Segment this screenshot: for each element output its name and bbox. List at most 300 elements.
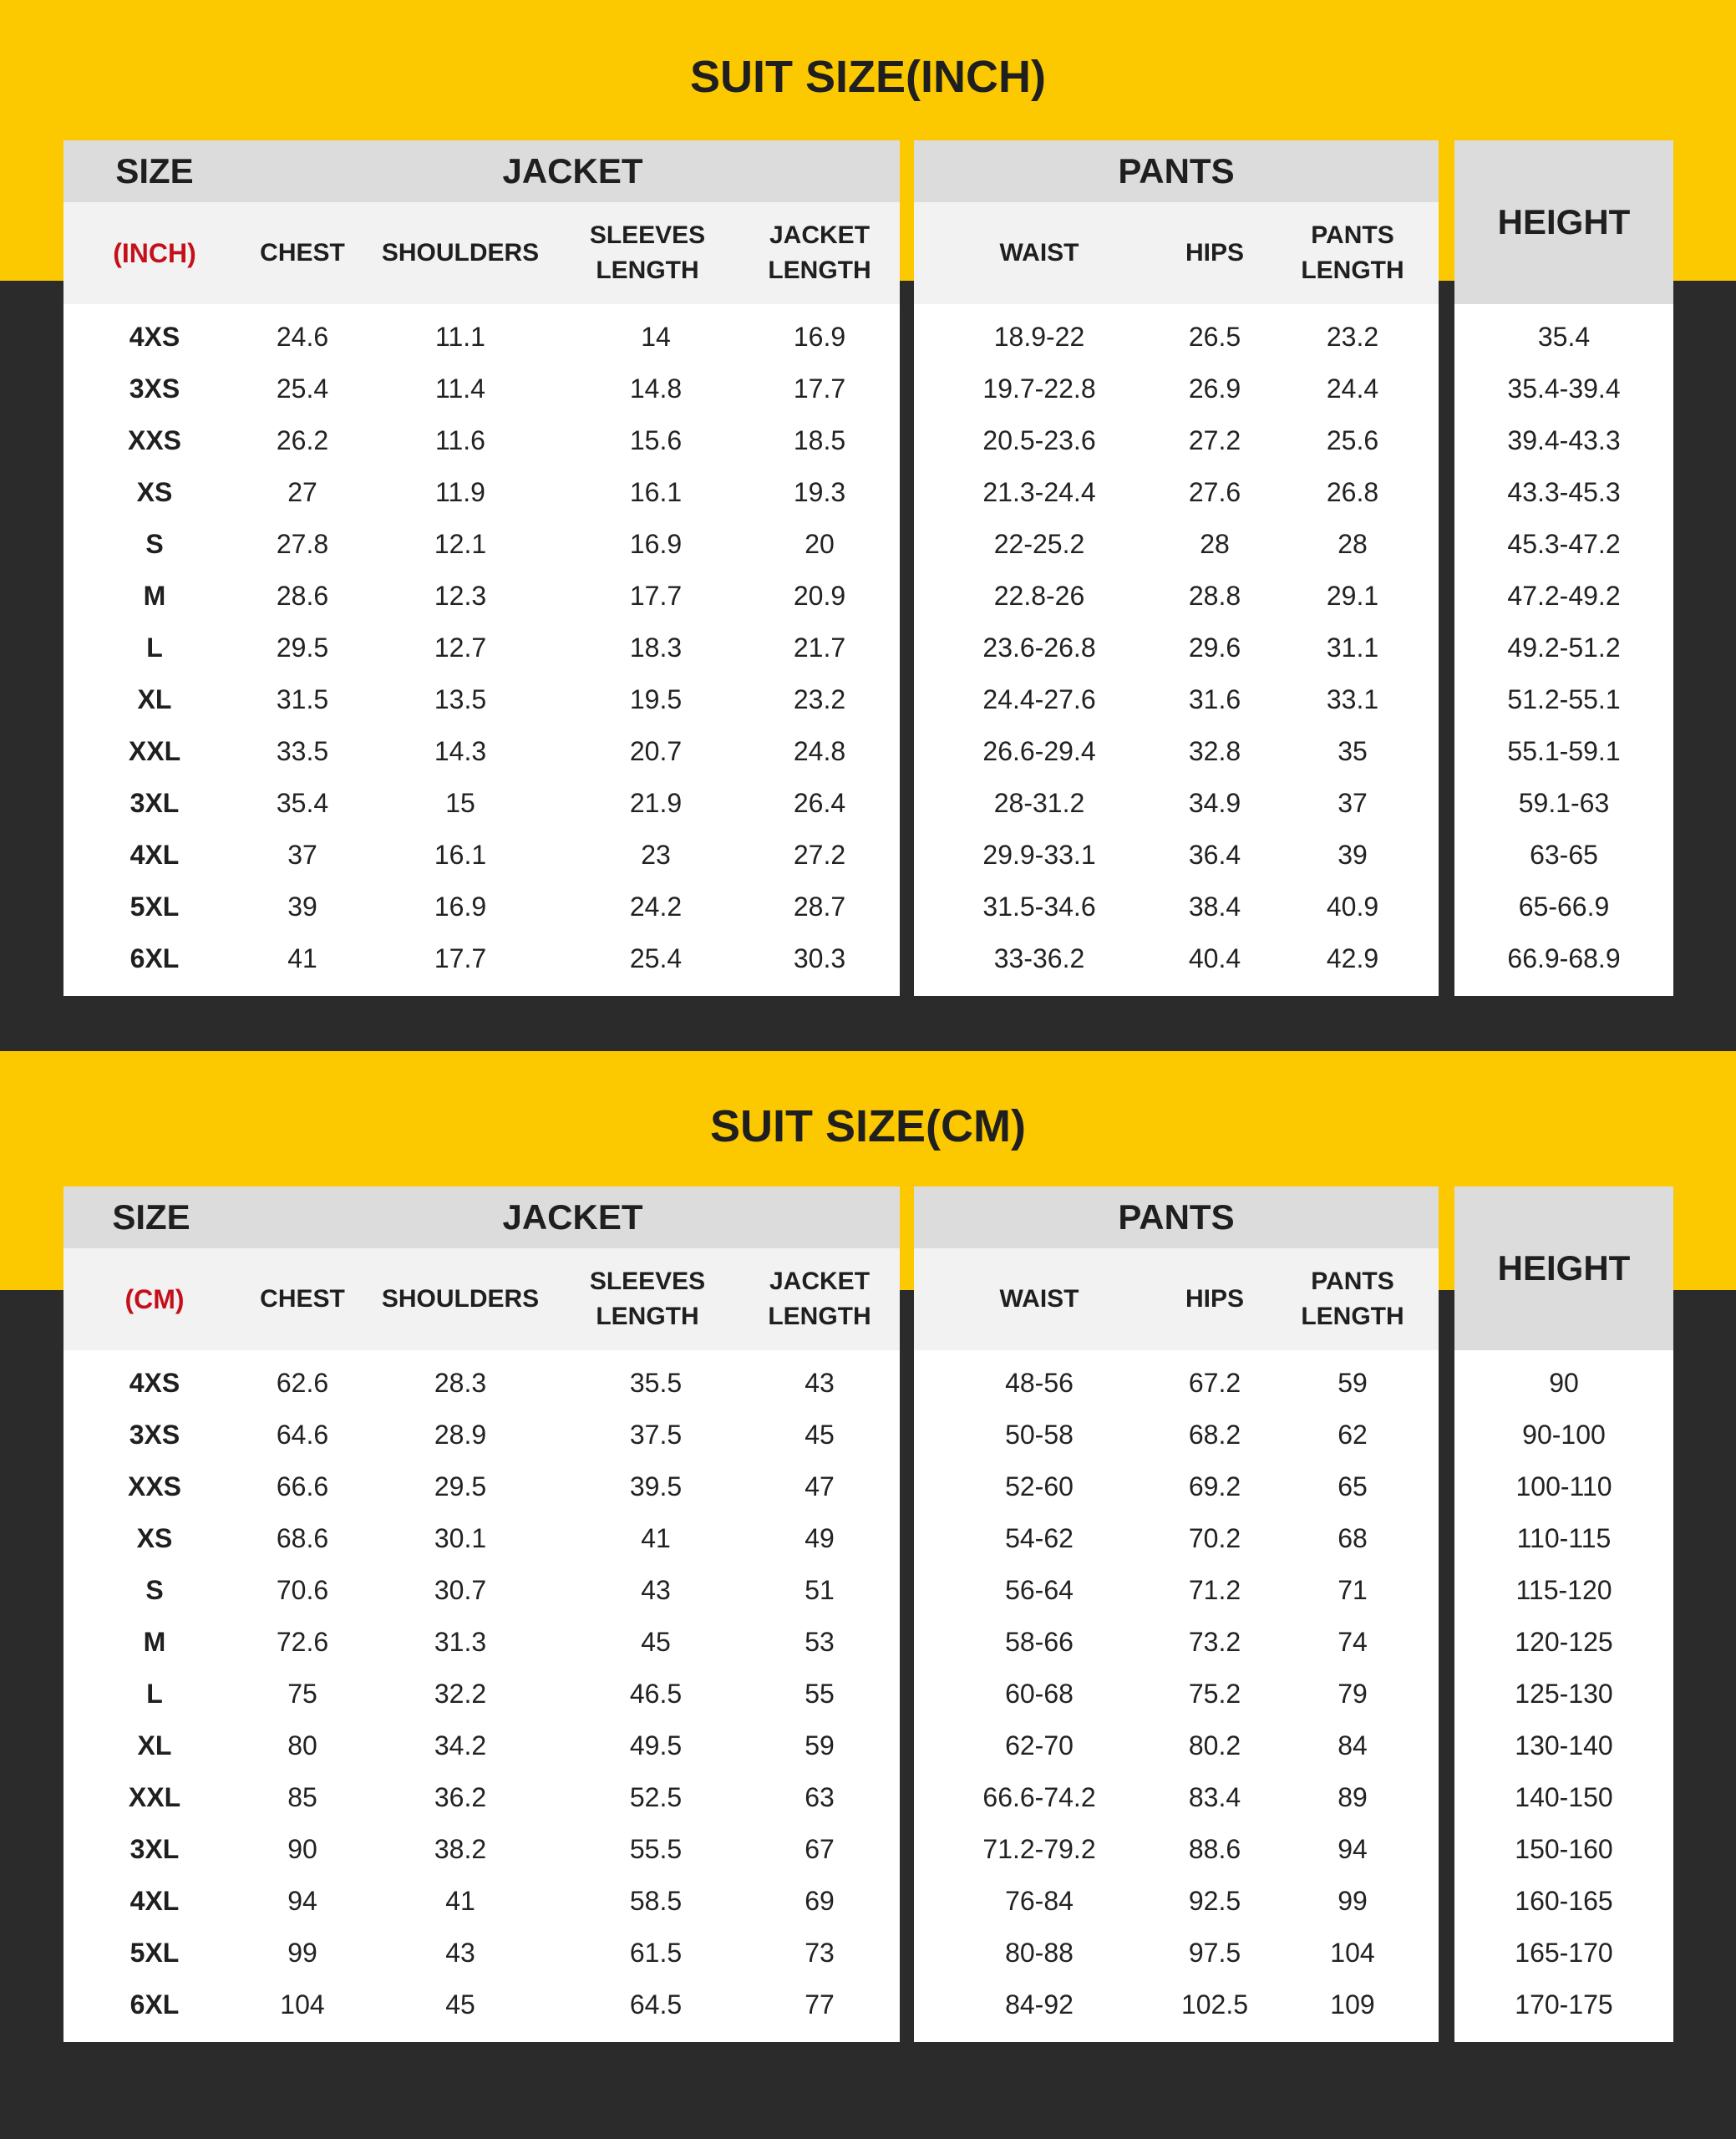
hips-cell: 31.6 xyxy=(1188,683,1241,714)
jacket-length-cell: 47 xyxy=(805,1471,835,1501)
sleeves-length-cell: 64.5 xyxy=(629,1989,683,2020)
height-table-cm xyxy=(1454,1186,1673,2042)
shoulders-cell: 32.2 xyxy=(434,1678,487,1709)
waist-cell: 84-92 xyxy=(1005,1989,1074,2020)
table-row xyxy=(63,1564,900,1616)
sleeves-length-cell: 15.6 xyxy=(629,424,683,455)
table-row xyxy=(63,1616,900,1668)
table-row xyxy=(63,518,900,570)
height-cell: 43.3-45.3 xyxy=(1507,476,1621,507)
table-row xyxy=(1454,725,1673,777)
table-row xyxy=(1454,1616,1673,1668)
col-header-sleeves-length: SLEEVES LENGTH xyxy=(589,221,706,284)
sleeves-length-cell: 16.9 xyxy=(629,528,683,559)
height-cell: 150-160 xyxy=(1515,1833,1613,1864)
chest-cell: 99 xyxy=(287,1937,317,1968)
waist-cell: 22.8-26 xyxy=(993,580,1085,611)
hips-cell: 71.2 xyxy=(1188,1574,1241,1605)
waist-cell: 28-31.2 xyxy=(993,787,1085,818)
height-table-inch xyxy=(1454,140,1673,996)
waist-cell: 62-70 xyxy=(1005,1730,1074,1760)
hips-cell: 26.9 xyxy=(1188,373,1241,404)
size-cell: M xyxy=(143,1626,166,1657)
table-row xyxy=(1454,777,1673,829)
hips-cell: 80.2 xyxy=(1188,1730,1241,1760)
chest-cell: 29.5 xyxy=(276,632,329,663)
table-row xyxy=(914,777,1439,829)
table-row xyxy=(914,1564,1439,1616)
height-cell: 115-120 xyxy=(1515,1574,1612,1605)
waist-cell: 26.6-29.4 xyxy=(982,735,1096,766)
table-row xyxy=(63,881,900,932)
table-row xyxy=(1454,673,1673,725)
table-row xyxy=(1454,932,1673,984)
table-row xyxy=(1454,1771,1673,1823)
sleeves-length-cell: 25.4 xyxy=(629,942,683,973)
chest-cell: 31.5 xyxy=(276,683,329,714)
size-cell: S xyxy=(145,528,164,559)
jacket-length-cell: 59 xyxy=(805,1730,835,1760)
height-cell: 160-165 xyxy=(1515,1885,1613,1916)
height-header: HEIGHT xyxy=(1454,1186,1673,1350)
pants-length-cell: 37 xyxy=(1338,787,1368,818)
sleeves-length-cell: 39.5 xyxy=(629,1471,683,1501)
col-header-waist: WAIST xyxy=(999,239,1079,267)
col-header-waist: WAIST xyxy=(999,1285,1079,1313)
table-row xyxy=(63,363,900,414)
hips-cell: 102.5 xyxy=(1180,1989,1249,2020)
waist-cell: 31.5-34.6 xyxy=(982,891,1096,922)
sleeves-length-cell: 35.5 xyxy=(629,1367,683,1398)
shoulders-cell: 11.6 xyxy=(435,424,485,455)
jacket-length-cell: 51 xyxy=(805,1574,835,1605)
table-row xyxy=(914,1357,1439,1409)
pants-length-cell: 71 xyxy=(1338,1574,1368,1605)
chest-cell: 90 xyxy=(287,1833,317,1864)
table-row xyxy=(63,311,900,363)
waist-cell: 33-36.2 xyxy=(993,942,1085,973)
column-header-row xyxy=(914,202,1439,304)
pants-length-cell: 24.4 xyxy=(1326,373,1379,404)
pants-header: PANTS xyxy=(1118,1197,1235,1237)
size-cell: 4XS xyxy=(129,1367,180,1398)
shoulders-cell: 31.3 xyxy=(434,1626,487,1657)
chest-cell: 37 xyxy=(287,839,317,870)
table-row xyxy=(1454,466,1673,518)
shoulders-cell: 28.9 xyxy=(434,1419,487,1450)
table-row xyxy=(914,570,1439,622)
shoulders-cell: 11.1 xyxy=(435,321,485,352)
waist-cell: 23.6-26.8 xyxy=(982,632,1096,663)
height-header: HEIGHT xyxy=(1454,140,1673,304)
pants-length-cell: 25.6 xyxy=(1326,424,1379,455)
table-row xyxy=(914,414,1439,466)
shoulders-cell: 45 xyxy=(445,1989,475,2020)
jacket-length-cell: 77 xyxy=(805,1989,835,2020)
size-cell: XXS xyxy=(127,424,182,455)
hips-cell: 38.4 xyxy=(1188,891,1241,922)
sleeves-length-cell: 17.7 xyxy=(629,580,683,611)
hips-cell: 27.2 xyxy=(1188,424,1241,455)
chest-cell: 39 xyxy=(287,891,317,922)
table-row xyxy=(63,1512,900,1564)
table-row xyxy=(1454,518,1673,570)
sleeves-length-cell: 14 xyxy=(641,321,671,352)
table-row xyxy=(1454,1357,1673,1409)
jacket-length-cell: 16.9 xyxy=(793,321,846,352)
table-row xyxy=(1454,1461,1673,1512)
jacket-length-cell: 20.9 xyxy=(793,580,846,611)
table-row xyxy=(914,1771,1439,1823)
pants-length-cell: 94 xyxy=(1338,1833,1368,1864)
sleeves-length-cell: 16.1 xyxy=(629,476,683,507)
unit-label: (CM) xyxy=(124,1284,185,1314)
hips-cell: 88.6 xyxy=(1188,1833,1241,1864)
table-row xyxy=(1454,881,1673,932)
height-cell: 65-66.9 xyxy=(1518,891,1610,922)
table-row xyxy=(1454,622,1673,673)
jacket-length-cell: 49 xyxy=(805,1522,835,1553)
pants-length-cell: 79 xyxy=(1338,1678,1368,1709)
table-row xyxy=(63,414,900,466)
table-row xyxy=(914,1616,1439,1668)
sleeves-length-cell: 14.8 xyxy=(629,373,683,404)
hips-cell: 32.8 xyxy=(1188,735,1241,766)
table-row xyxy=(914,311,1439,363)
jacket-table-cm xyxy=(63,1186,900,2042)
pants-length-cell: 29.1 xyxy=(1326,580,1379,611)
height-cell: 140-150 xyxy=(1515,1781,1613,1812)
hips-cell: 28.8 xyxy=(1188,580,1241,611)
table-row xyxy=(63,673,900,725)
size-cell: L xyxy=(146,1678,163,1709)
table-row xyxy=(63,1771,900,1823)
table-row xyxy=(1454,570,1673,622)
table-row xyxy=(63,1720,900,1771)
unit-label: (INCH) xyxy=(113,238,196,268)
table-row xyxy=(914,1875,1439,1927)
group-header-row xyxy=(914,1186,1439,1248)
chest-cell: 27 xyxy=(287,476,317,507)
shoulders-cell: 34.2 xyxy=(434,1730,487,1760)
shoulders-cell: 36.2 xyxy=(434,1781,487,1812)
chest-cell: 28.6 xyxy=(276,580,329,611)
table-row xyxy=(63,1461,900,1512)
waist-cell: 50-58 xyxy=(1005,1419,1074,1450)
pants-length-cell: 109 xyxy=(1330,1989,1375,2020)
col-header-hips: HIPS xyxy=(1185,239,1245,267)
shoulders-cell: 29.5 xyxy=(434,1471,487,1501)
size-cell: 3XS xyxy=(129,373,180,404)
table-row xyxy=(914,829,1439,881)
shoulders-cell: 16.9 xyxy=(434,891,487,922)
chest-cell: 64.6 xyxy=(276,1419,329,1450)
shoulders-cell: 12.7 xyxy=(434,632,487,663)
jacket-header: JACKET xyxy=(502,151,643,191)
table-row xyxy=(63,1875,900,1927)
sleeves-length-cell: 55.5 xyxy=(629,1833,683,1864)
pants-length-cell: 59 xyxy=(1338,1367,1368,1398)
group-header-row xyxy=(63,1186,900,1248)
table-row xyxy=(914,1979,1439,2030)
chest-cell: 24.6 xyxy=(276,321,329,352)
chest-cell: 72.6 xyxy=(276,1626,329,1657)
height-cell: 66.9-68.9 xyxy=(1507,942,1621,973)
height-cell: 120-125 xyxy=(1515,1626,1613,1657)
shoulders-cell: 13.5 xyxy=(434,683,487,714)
chest-cell: 27.8 xyxy=(276,528,329,559)
jacket-length-cell: 55 xyxy=(805,1678,835,1709)
column-header-row xyxy=(63,202,900,304)
sleeves-length-cell: 61.5 xyxy=(629,1937,683,1968)
pants-length-cell: 33.1 xyxy=(1326,683,1379,714)
table-row xyxy=(63,725,900,777)
pants-length-cell: 84 xyxy=(1338,1730,1368,1760)
pants-length-cell: 35 xyxy=(1338,735,1368,766)
hips-cell: 92.5 xyxy=(1188,1885,1241,1916)
table-row xyxy=(63,466,900,518)
height-cell: 35.4-39.4 xyxy=(1507,373,1621,404)
waist-cell: 58-66 xyxy=(1005,1626,1074,1657)
size-cell: 3XS xyxy=(129,1419,180,1450)
waist-cell: 20.5-23.6 xyxy=(982,424,1096,455)
chest-cell: 85 xyxy=(287,1781,317,1812)
height-cell: 35.4 xyxy=(1537,321,1591,352)
height-cell: 100-110 xyxy=(1515,1471,1612,1501)
shoulders-cell: 38.2 xyxy=(434,1833,487,1864)
size-cell: 6XL xyxy=(129,1989,180,2020)
sleeves-length-cell: 43 xyxy=(641,1574,671,1605)
height-cell: 51.2-55.1 xyxy=(1507,683,1621,714)
chest-cell: 66.6 xyxy=(276,1471,329,1501)
hips-cell: 29.6 xyxy=(1188,632,1241,663)
hips-cell: 83.4 xyxy=(1188,1781,1241,1812)
size-header: SIZE xyxy=(112,1197,190,1237)
hips-cell: 26.5 xyxy=(1188,321,1241,352)
jacket-length-cell: 27.2 xyxy=(793,839,846,870)
hips-cell: 70.2 xyxy=(1188,1522,1241,1553)
hips-cell: 69.2 xyxy=(1188,1471,1241,1501)
waist-cell: 60-68 xyxy=(1005,1678,1074,1709)
sleeves-length-cell: 45 xyxy=(641,1626,671,1657)
size-cell: XL xyxy=(137,1730,172,1760)
size-header: SIZE xyxy=(115,151,194,191)
height-cell: 39.4-43.3 xyxy=(1507,424,1621,455)
hips-cell: 40.4 xyxy=(1188,942,1241,973)
column-header-row xyxy=(914,1248,1439,1350)
sleeves-length-cell: 41 xyxy=(641,1522,671,1553)
table-row xyxy=(914,725,1439,777)
waist-cell: 66.6-74.2 xyxy=(982,1781,1096,1812)
chest-cell: 70.6 xyxy=(276,1574,329,1605)
height-cell: 110-115 xyxy=(1516,1522,1612,1553)
size-cell: XXS xyxy=(127,1471,182,1501)
pants-length-cell: 89 xyxy=(1338,1781,1368,1812)
jacket-length-cell: 67 xyxy=(805,1833,835,1864)
height-cell: 55.1-59.1 xyxy=(1507,735,1621,766)
jacket-length-cell: 20 xyxy=(805,528,835,559)
chest-cell: 62.6 xyxy=(276,1367,329,1398)
size-cell: 4XL xyxy=(129,1885,180,1916)
table-row xyxy=(63,1409,900,1461)
pants-length-cell: 104 xyxy=(1330,1937,1375,1968)
waist-cell: 76-84 xyxy=(1005,1885,1074,1916)
size-cell: 5XL xyxy=(129,1937,180,1968)
jacket-length-cell: 53 xyxy=(805,1626,835,1657)
height-cell: 45.3-47.2 xyxy=(1507,528,1621,559)
size-cell: M xyxy=(143,580,166,611)
pants-length-cell: 39 xyxy=(1338,839,1368,870)
sleeves-length-cell: 20.7 xyxy=(629,735,683,766)
chest-cell: 75 xyxy=(287,1678,317,1709)
section-title-inch: SUIT SIZE(INCH) xyxy=(690,52,1046,102)
hips-cell: 36.4 xyxy=(1188,839,1241,870)
size-cell: L xyxy=(146,632,163,663)
shoulders-cell: 12.3 xyxy=(434,580,487,611)
hips-cell: 73.2 xyxy=(1188,1626,1241,1657)
jacket-header: JACKET xyxy=(502,1197,643,1237)
col-header-jacket-length: JACKET LENGTH xyxy=(768,221,871,284)
waist-cell: 19.7-22.8 xyxy=(982,373,1096,404)
pants-length-cell: 28 xyxy=(1338,528,1368,559)
size-cell: 4XL xyxy=(129,839,180,870)
section-title-cm: SUIT SIZE(CM) xyxy=(710,1101,1026,1151)
col-header-shoulders: SHOULDERS xyxy=(381,1285,540,1313)
table-row xyxy=(1454,1875,1673,1927)
pants-table-cm xyxy=(914,1186,1439,2042)
table-row xyxy=(1454,1668,1673,1720)
hips-cell: 28 xyxy=(1200,528,1230,559)
jacket-length-cell: 17.7 xyxy=(793,373,846,404)
table-row xyxy=(914,518,1439,570)
hips-cell: 97.5 xyxy=(1188,1937,1241,1968)
col-header-pants-length: PANTS LENGTH xyxy=(1301,1268,1404,1330)
col-header-sleeves-length: SLEEVES LENGTH xyxy=(589,1268,706,1330)
sleeves-length-cell: 23 xyxy=(641,839,671,870)
table-row xyxy=(63,777,900,829)
table-row xyxy=(1454,829,1673,881)
jacket-length-cell: 69 xyxy=(805,1885,835,1916)
sleeves-length-cell: 19.5 xyxy=(629,683,683,714)
jacket-length-cell: 43 xyxy=(805,1367,835,1398)
height-cell: 130-140 xyxy=(1515,1730,1613,1760)
waist-cell: 24.4-27.6 xyxy=(982,683,1096,714)
table-row xyxy=(1454,1512,1673,1564)
pants-length-cell: 31.1 xyxy=(1326,632,1379,663)
shoulders-cell: 11.4 xyxy=(435,373,485,404)
jacket-length-cell: 45 xyxy=(805,1419,835,1450)
waist-cell: 56-64 xyxy=(1005,1574,1074,1605)
height-cell: 165-170 xyxy=(1515,1937,1613,1968)
table-row xyxy=(1454,1720,1673,1771)
chest-cell: 26.2 xyxy=(276,424,329,455)
pants-length-cell: 65 xyxy=(1338,1471,1368,1501)
shoulders-cell: 43 xyxy=(445,1937,475,1968)
jacket-length-cell: 24.8 xyxy=(793,735,846,766)
table-row xyxy=(1454,1564,1673,1616)
chest-cell: 104 xyxy=(280,1989,325,2020)
chest-cell: 33.5 xyxy=(276,735,329,766)
column-header-row xyxy=(63,1248,900,1350)
waist-cell: 18.9-22 xyxy=(993,321,1085,352)
hips-cell: 68.2 xyxy=(1188,1419,1241,1450)
height-cell: 63-65 xyxy=(1530,839,1598,870)
shoulders-cell: 17.7 xyxy=(434,942,487,973)
col-header-shoulders: SHOULDERS xyxy=(381,239,540,267)
shoulders-cell: 11.9 xyxy=(435,476,485,507)
waist-cell: 22-25.2 xyxy=(993,528,1085,559)
jacket-length-cell: 18.5 xyxy=(793,424,846,455)
waist-cell: 29.9-33.1 xyxy=(982,839,1096,870)
table-row xyxy=(1454,1409,1673,1461)
jacket-length-cell: 73 xyxy=(805,1937,835,1968)
jacket-table-inch xyxy=(63,140,900,996)
sleeves-length-cell: 49.5 xyxy=(629,1730,683,1760)
chest-cell: 68.6 xyxy=(276,1522,329,1553)
waist-cell: 21.3-24.4 xyxy=(982,476,1096,507)
shoulders-cell: 15 xyxy=(445,787,475,818)
chest-cell: 94 xyxy=(287,1885,317,1916)
hips-cell: 75.2 xyxy=(1188,1678,1241,1709)
size-cell: XL xyxy=(137,683,172,714)
chest-cell: 25.4 xyxy=(276,373,329,404)
table-row xyxy=(63,622,900,673)
table-row xyxy=(914,1823,1439,1875)
size-cell: 5XL xyxy=(129,891,180,922)
group-header-row xyxy=(914,140,1439,202)
pants-length-cell: 23.2 xyxy=(1326,321,1379,352)
pants-length-cell: 40.9 xyxy=(1326,891,1379,922)
table-row xyxy=(1454,1823,1673,1875)
pants-length-cell: 99 xyxy=(1338,1885,1368,1916)
waist-cell: 52-60 xyxy=(1005,1471,1074,1501)
sleeves-length-cell: 24.2 xyxy=(629,891,683,922)
sleeves-length-cell: 18.3 xyxy=(629,632,683,663)
group-header-row xyxy=(63,140,900,202)
table-row xyxy=(914,881,1439,932)
col-header-hips: HIPS xyxy=(1185,1285,1245,1313)
chest-cell: 35.4 xyxy=(276,787,329,818)
table-row xyxy=(63,1668,900,1720)
table-row xyxy=(63,570,900,622)
table-row xyxy=(1454,363,1673,414)
hips-cell: 67.2 xyxy=(1188,1367,1241,1398)
jacket-length-cell: 21.7 xyxy=(793,632,846,663)
table-row xyxy=(63,932,900,984)
size-cell: XS xyxy=(136,1522,173,1553)
table-row xyxy=(914,673,1439,725)
table-row xyxy=(63,1357,900,1409)
size-cell: 4XS xyxy=(129,321,180,352)
pants-table-inch xyxy=(914,140,1439,996)
shoulders-cell: 30.1 xyxy=(434,1522,487,1553)
table-row xyxy=(914,1512,1439,1564)
table-row xyxy=(1454,311,1673,363)
table-row xyxy=(1454,1979,1673,2030)
pants-length-cell: 74 xyxy=(1338,1626,1368,1657)
waist-cell: 80-88 xyxy=(1005,1937,1074,1968)
jacket-length-cell: 28.7 xyxy=(793,891,846,922)
table-row xyxy=(63,1979,900,2030)
jacket-length-cell: 19.3 xyxy=(793,476,846,507)
height-cell: 125-130 xyxy=(1515,1678,1613,1709)
table-row xyxy=(63,1927,900,1979)
waist-cell: 48-56 xyxy=(1005,1367,1074,1398)
shoulders-cell: 12.1 xyxy=(434,528,487,559)
table-row xyxy=(914,1409,1439,1461)
jacket-length-cell: 26.4 xyxy=(793,787,846,818)
sleeves-length-cell: 46.5 xyxy=(629,1678,683,1709)
